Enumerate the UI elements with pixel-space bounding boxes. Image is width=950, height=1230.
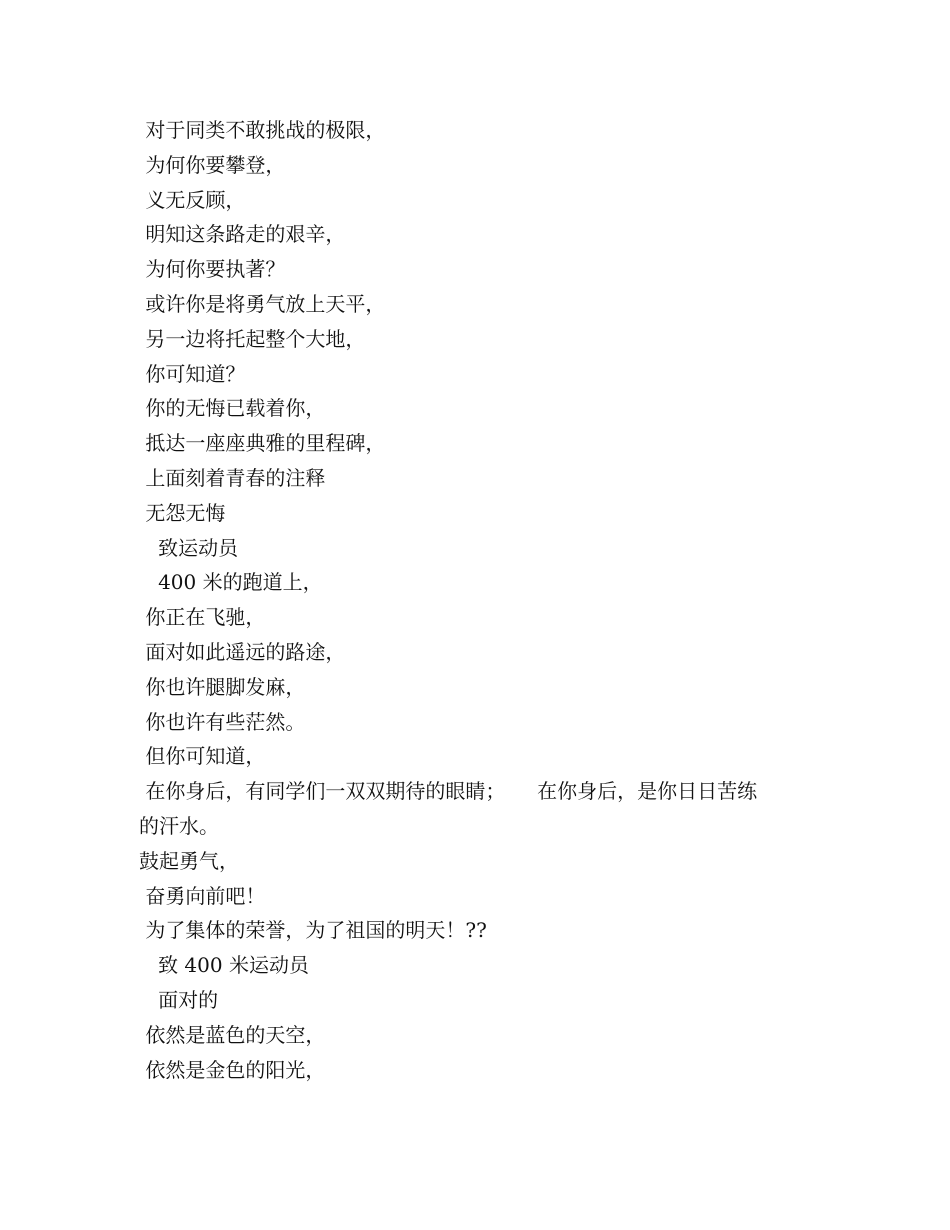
text-line: 但你可知道， xyxy=(139,744,266,769)
text-line: 在你身后，有同学们一双双期待的眼睛； 在你身后，是你日日苦练 xyxy=(139,779,758,804)
text-line: 你正在飞驰， xyxy=(139,605,266,630)
text-line: 你也许有些茫然。 xyxy=(139,709,306,734)
text-line: 依然是蓝色的天空， xyxy=(139,1022,326,1047)
section-heading: 致 400 米运动员 xyxy=(139,953,309,978)
text-line: 无怨无悔 xyxy=(139,500,226,525)
text-line: 鼓起勇气， xyxy=(139,848,239,873)
poem-text xyxy=(139,113,829,1087)
text-line: 对于同类不敢挑战的极限， xyxy=(139,118,386,142)
text-line: 为了集体的荣誉，为了祖国的明天！?? xyxy=(139,918,487,943)
text-line: 奋勇向前吧！ xyxy=(139,883,266,908)
text-line: 另一边将托起整个大地， xyxy=(139,326,366,351)
text-line: 面对如此遥远的路途， xyxy=(139,639,346,664)
section-heading: 致运动员 xyxy=(139,535,239,560)
text-line: 为何你要攀登， xyxy=(139,152,286,177)
text-line: 400 米的跑道上， xyxy=(139,570,323,595)
text-line: 明知这条路走的艰辛， xyxy=(139,222,346,247)
text-line: 你可知道？ xyxy=(139,361,246,386)
text-line: 你的无悔已载着你， xyxy=(139,396,326,421)
text-line: 你也许腿脚发麻， xyxy=(139,674,306,699)
text-line: 或许你是将勇气放上天平， xyxy=(139,291,386,316)
text-line: 面对的 xyxy=(139,987,219,1012)
text-line: 的汗水。 xyxy=(139,813,219,838)
text-line: 抵达一座座典雅的里程碑， xyxy=(139,431,386,456)
text-line: 义无反顾， xyxy=(139,187,246,212)
text-line: 依然是金色的阳光， xyxy=(139,1057,326,1082)
text-line: 上面刻着青春的注释 xyxy=(139,465,326,490)
text-line: 为何你要执著？ xyxy=(139,257,286,282)
